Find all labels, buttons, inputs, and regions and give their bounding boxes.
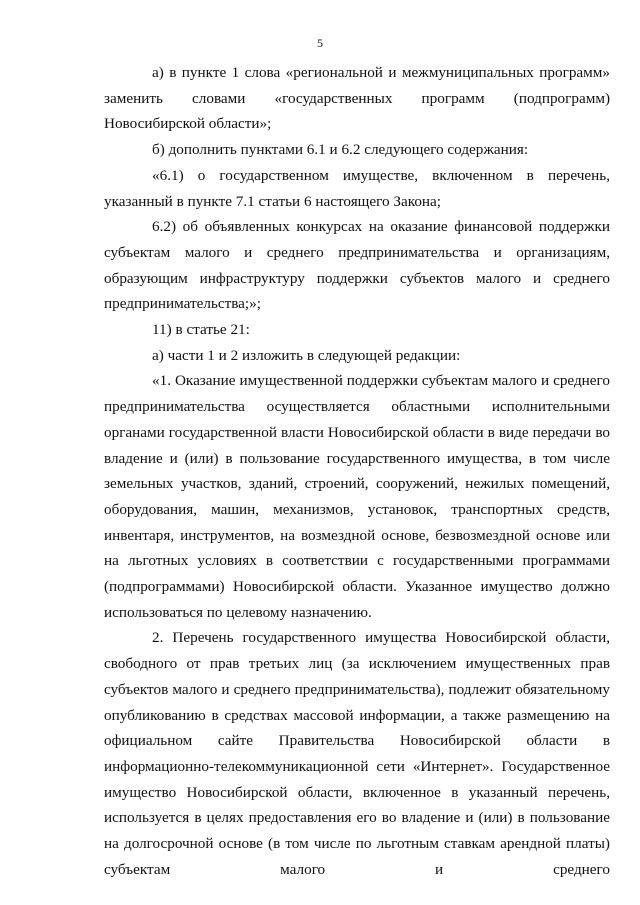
paragraph-part-2: 2. Перечень государственного имущества Новосибирской области, свободного от прав третьих лиц (за исключением имущественных прав субъектов малого и среднего предпринимательства), подлежит обязательному опубликованию в средствах массовой информации, а также размещению на официальном сайте Правительства Новосибирской области в информационно-телекоммуникационной сети «Интернет». Государственное имущество Новосибирской области, включенное в указанный перечень, используется в целях предоставления его во владение и (или) в пользование на долгосрочной основе (в том числе по льготным ставкам арендной платы) субъектам малого и среднего [104,629,610,878]
paragraph-item-6-2: 6.2) об объявленных конкурсах на оказание финансовой поддержки субъектам малого и среднего предпринимательства и организациям, образующим инфраструктуру поддержки субъектов малого и среднего предпринимательства;»; [104,218,610,313]
document-body [104,60,610,883]
page-number: 5 [317,36,323,50]
paragraph-article-21-a: а) части 1 и 2 изложить в следующей редакции: [152,346,461,364]
paragraph-item-11: 11) в статье 21: [152,321,250,339]
paragraph-part-1: «1. Оказание имущественной поддержки субъектам малого и среднего предпринимательства осуществляется областными исполнительными органами государственной власти Новосибирской области в виде передачи во владение и (или) в пользование государственного имущества, в том числе земельных участков, зданий, строений, сооружений, нежилых помещений, оборудования, машин, механизмов, установок, транспортных средств, инвентаря, инструментов, на возмездной основе, безвозмездной основе или на льготных условиях в соответствии с государственными программами (подпрограммами) Новосибирской области. Указанное имущество должно использоваться по целевому назначению. [104,372,610,621]
paragraph-item-6-1: «6.1) о государственном имуществе, включенном в перечень, указанный в пункте 7.1 статьи 6 настоящего Закона; [104,166,610,210]
paragraph-amendment-b: б) дополнить пунктами 6.1 и 6.2 следующего содержания: [152,141,529,159]
paragraph-amendment-a: а) в пункте 1 слова «региональной и межмуниципальных программ» заменить словами «государственных программ (подпрограмм) Новосибирской области»; [104,64,610,133]
